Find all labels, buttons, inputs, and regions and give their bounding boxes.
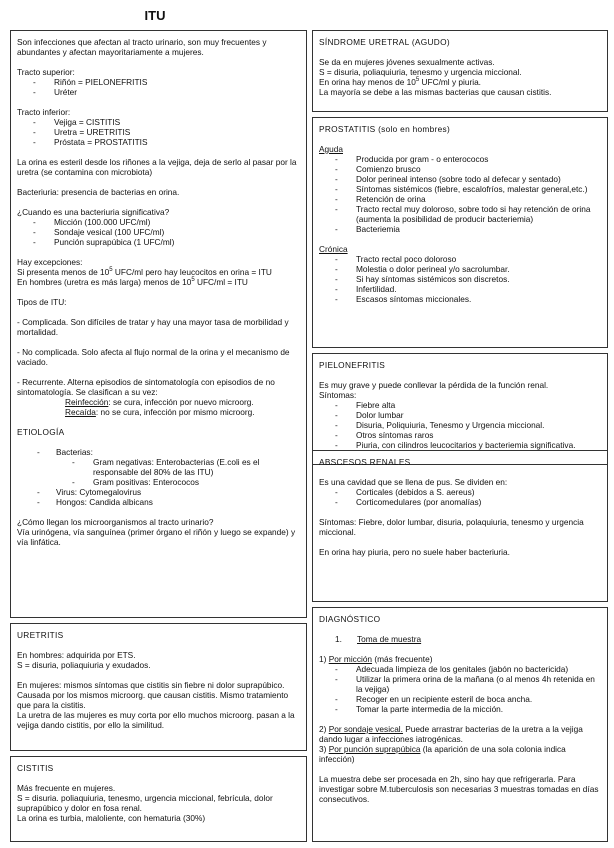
diagnosis-final-paragraph: La muestra debe ser procesada en 2h, sino hay que refrigerarla. Para investigar sobre M.tuberculosis son necesarias 3 muestras tomadas en días consecutivos.: [319, 774, 599, 804]
lower-tract-title: Tracto inferior:: [17, 107, 71, 117]
abscess-paragraph: En orina hay piuria, pero no suele haber bacteriuria.: [319, 547, 510, 557]
types-title: Tipos de ITU:: [17, 297, 67, 307]
list-item: - Tracto rectal poco doloroso: [319, 254, 601, 264]
pyelonephritis-title: PIELONEFRITIS: [319, 360, 386, 370]
list-item: - Hongos: Candida albicans: [17, 497, 300, 507]
list-item: - Síntomas sistémicos (fiebre, escalofríos, malestar general,etc.): [319, 184, 601, 194]
list-item: - Recoger en un recipiente esteril de boca ancha.: [319, 694, 601, 704]
intro-paragraph: Son infecciones que afectan al tracto urinario, son muy frecuentes y abundantes y afectan mayoritariamente a mujeres.: [17, 37, 267, 57]
urethritis-paragraph: S = disuria, poliaquiuria y exudados.: [17, 660, 151, 670]
recurrent-list: [17, 397, 300, 417]
urethral-syndrome-box: [312, 30, 608, 112]
list-item: - Virus: Cytomegalovirus: [17, 487, 300, 497]
list-item: - Retención de orina: [319, 194, 601, 204]
etiology-title: ETIOLOGÍA: [17, 427, 65, 437]
method-line: 2) Por sondaje vesical. Puede arrastrar bacterias de la uretra a la vejiga dando lugar a infecciones iatrogénicas.: [319, 724, 583, 744]
list-item: - Dolor perineal intenso (sobre todo al defecar y sentado): [319, 174, 601, 184]
diagnosis-box: [312, 607, 608, 842]
etiology-list: [17, 447, 300, 457]
etiology-list-rest: [17, 487, 300, 507]
intro-box: [10, 30, 307, 618]
list-item: - Riñón = PIELONEFRITIS: [17, 77, 300, 87]
list-item: - Adecuada limpieza de los genitales (jabón no bactericida): [319, 664, 601, 674]
list-item: - Uretra = URETRITIS: [17, 127, 300, 137]
syndrome-line: S = disuria, poliaquiuria, tenesmo y urgencia miccional.: [319, 67, 522, 77]
list-item: - Bacteriemia: [319, 224, 601, 234]
significant-list: [17, 217, 300, 247]
cystitis-paragraph: Más frecuente en mujeres.: [17, 783, 116, 793]
list-item: - Disuria, Poliquiuria, Tenesmo y Urgencia miccional.: [319, 420, 601, 430]
pyelonephritis-list: [319, 400, 601, 450]
urethritis-paragraph: En mujeres: mismos síntomas que cistitis sin fiebre ni dolor suprapúbico. Causada por los mismos microorg. que causan cistitis. Mismo tratamiento que para la cistitis.: [17, 680, 289, 710]
list-item: - Dolor lumbar: [319, 410, 601, 420]
abscess-paragraph: Síntomas: Fiebre, dolor lumbar, disuria, polaquiuria, tenesmo y urgencia miccional.: [319, 517, 584, 537]
abscess-paragraph: Es una cavidad que se llena de pus. Se dividen en:: [319, 477, 508, 487]
exception-line: Si presenta menos de $10^5$ UFC/ml pero hay leucocitos en orina = ITU: [17, 267, 272, 277]
renal-abscess-box: [312, 450, 608, 602]
routes-question: ¿Cómo llegan los microorganismos al tracto urinario?: [17, 517, 214, 527]
urine-paragraph: La orina es esteril desde los riñones a la vejiga, deja de serlo al pasar por la uretra (se contamina con microbiota): [17, 157, 297, 177]
syndrome-line: En orina hay menos de $10^5$ UFC/ml y piuria.: [319, 77, 481, 87]
list-item: 1. Toma de muestra: [335, 634, 422, 644]
list-item: - Bacterias:: [17, 447, 300, 457]
list-item: - Corticales (debidos a S. aereus): [319, 487, 601, 497]
chronic-list: [319, 254, 601, 304]
bacteria-list: [17, 457, 300, 487]
list-item: - Punción suprapúbica (1 UFC/ml): [17, 237, 300, 247]
diagnosis-title: DIAGNÓSTICO: [319, 614, 381, 624]
list-item: - Fiebre alta: [319, 400, 601, 410]
list-item: - Si hay síntomas sistémicos son discretos.: [319, 274, 601, 284]
list-item: - Molestia o dolor perineal y/o sacrolumbar.: [319, 264, 601, 274]
urethritis-title: URETRITIS: [17, 630, 64, 640]
list-item: - Comienzo brusco: [319, 164, 601, 174]
significant-question: ¿Cuando es una bacteriuria significativa?: [17, 207, 170, 217]
method-line: 3) Por punción suprapúbica (la aparición de una sola colonia indica infección): [319, 744, 566, 764]
exception-line: En hombres (uretra es más larga) menos de $10^5$ UFC/ml = ITU: [17, 277, 248, 287]
prostatitis-title: PROSTATITIS (solo en hombres): [319, 124, 451, 134]
list-item: - Tomar la parte intermedia de la micción.: [319, 704, 601, 714]
cystitis-paragraph: S = disuria. poliaquiuria, tenesmo, urgencia miccional, febrícula, dolor suprapúbico y dolor en fosa renal.: [17, 793, 273, 813]
urethritis-box: [10, 623, 307, 751]
list-item: - Piuria, con cilindros leucocitarios y bacteriemia significativa.: [319, 440, 601, 450]
upper-tract-list: [17, 77, 300, 97]
abscess-list: [319, 487, 601, 507]
bacteriuria-paragraph: Bacteriuria: presencia de bacterias en orina.: [17, 187, 180, 197]
symptoms-label: Síntomas:: [319, 390, 357, 400]
pyelonephritis-box: [312, 353, 608, 465]
method-line: 1) Por micción (más frecuente): [319, 654, 433, 664]
upper-tract-title: Tracto superior:: [17, 67, 75, 77]
syndrome-line: Se da en mujeres jóvenes sexualmente activas.: [319, 57, 495, 67]
type-uncomplicated: - No complicada. Solo afecta al flujo normal de la orina y el mecanismo de vaciado.: [17, 347, 290, 367]
urethritis-paragraph: La uretra de las mujeres es muy corta por ello muchos microorg. pasan a la vejiga dando cistitis, por ello la similitud.: [17, 710, 295, 730]
list-item: - Sondaje vesical (100 UFC/ml): [17, 227, 300, 237]
type-complicated: - Complicada. Son difíciles de tratar y hay una mayor tasa de morbilidad y mortalidad.: [17, 317, 289, 337]
cystitis-box: [10, 756, 307, 842]
list-item: - Próstata = PROSTATITIS: [17, 137, 300, 147]
lower-tract-list: [17, 117, 300, 147]
syndrome-line: La mayoría se debe a las mismas bacterias que causan cistitis.: [319, 87, 552, 97]
list-item: - Vejiga = CISTITIS: [17, 117, 300, 127]
routes-paragraph: Vía urinógena, vía sanguínea (primer órgano el riñón y luego se expande) y vía linfática.: [17, 527, 296, 547]
cystitis-title: CISTITIS: [17, 763, 54, 773]
mictio-list: [319, 664, 601, 714]
urethritis-paragraph: En hombres: adquirida por ETS.: [17, 650, 136, 660]
acute-list: [319, 154, 601, 234]
list-item: - Recaída: no se cura, infección por mismo microorg.: [17, 407, 300, 417]
page-title: ITU: [144, 8, 166, 23]
list-item: - Producida por gram - o enterococos: [319, 154, 601, 164]
chronic-label: Crónica: [319, 244, 348, 254]
type-recurrent: - Recurrente. Alterna episodios de sintomatología con episodios de no sintomatología. Se clasifican a su vez:: [17, 377, 275, 397]
pyelonephritis-paragraph: Es muy grave y puede conllevar la pérdida de la función renal.: [319, 380, 549, 390]
list-item: - Otros síntomas raros: [319, 430, 601, 440]
prostatitis-box: [312, 117, 608, 348]
diagnosis-steps: [319, 634, 601, 644]
list-item: - Reinfección: se cura, infección por nuevo microorg.: [17, 397, 300, 407]
cystitis-paragraph: La orina es turbia, maloliente, con hematuria (30%): [17, 813, 206, 823]
urethral-syndrome-title: SÍNDROME URETRAL (AGUDO): [319, 37, 450, 47]
exceptions-title: Hay excepciones:: [17, 257, 83, 267]
list-item: - Tracto rectal muy doloroso, sobre todo si hay retención de orina (aumenta la posibilidad de producir bacteriemia): [319, 204, 601, 224]
list-item: - Infertilidad.: [319, 284, 601, 294]
acute-label: Aguda: [319, 144, 343, 154]
renal-abscess-title: ABSCESOS RENALES: [319, 457, 411, 467]
list-item: - Gram positivas: Enterococos: [17, 477, 300, 487]
list-item: - Utilizar la primera orina de la mañana (o al menos 4h retenida en la vejiga): [319, 674, 601, 694]
list-item: - Micción (100.000 UFC/ml): [17, 217, 300, 227]
list-item: - Escasos síntomas miccionales.: [319, 294, 601, 304]
list-item: - Gram negativas: Enterobacterias (E.coli es el responsable del 80% de las ITU): [17, 457, 300, 477]
list-item: - Uréter: [17, 87, 300, 97]
list-item: - Corticomedulares (por anomalías): [319, 497, 601, 507]
